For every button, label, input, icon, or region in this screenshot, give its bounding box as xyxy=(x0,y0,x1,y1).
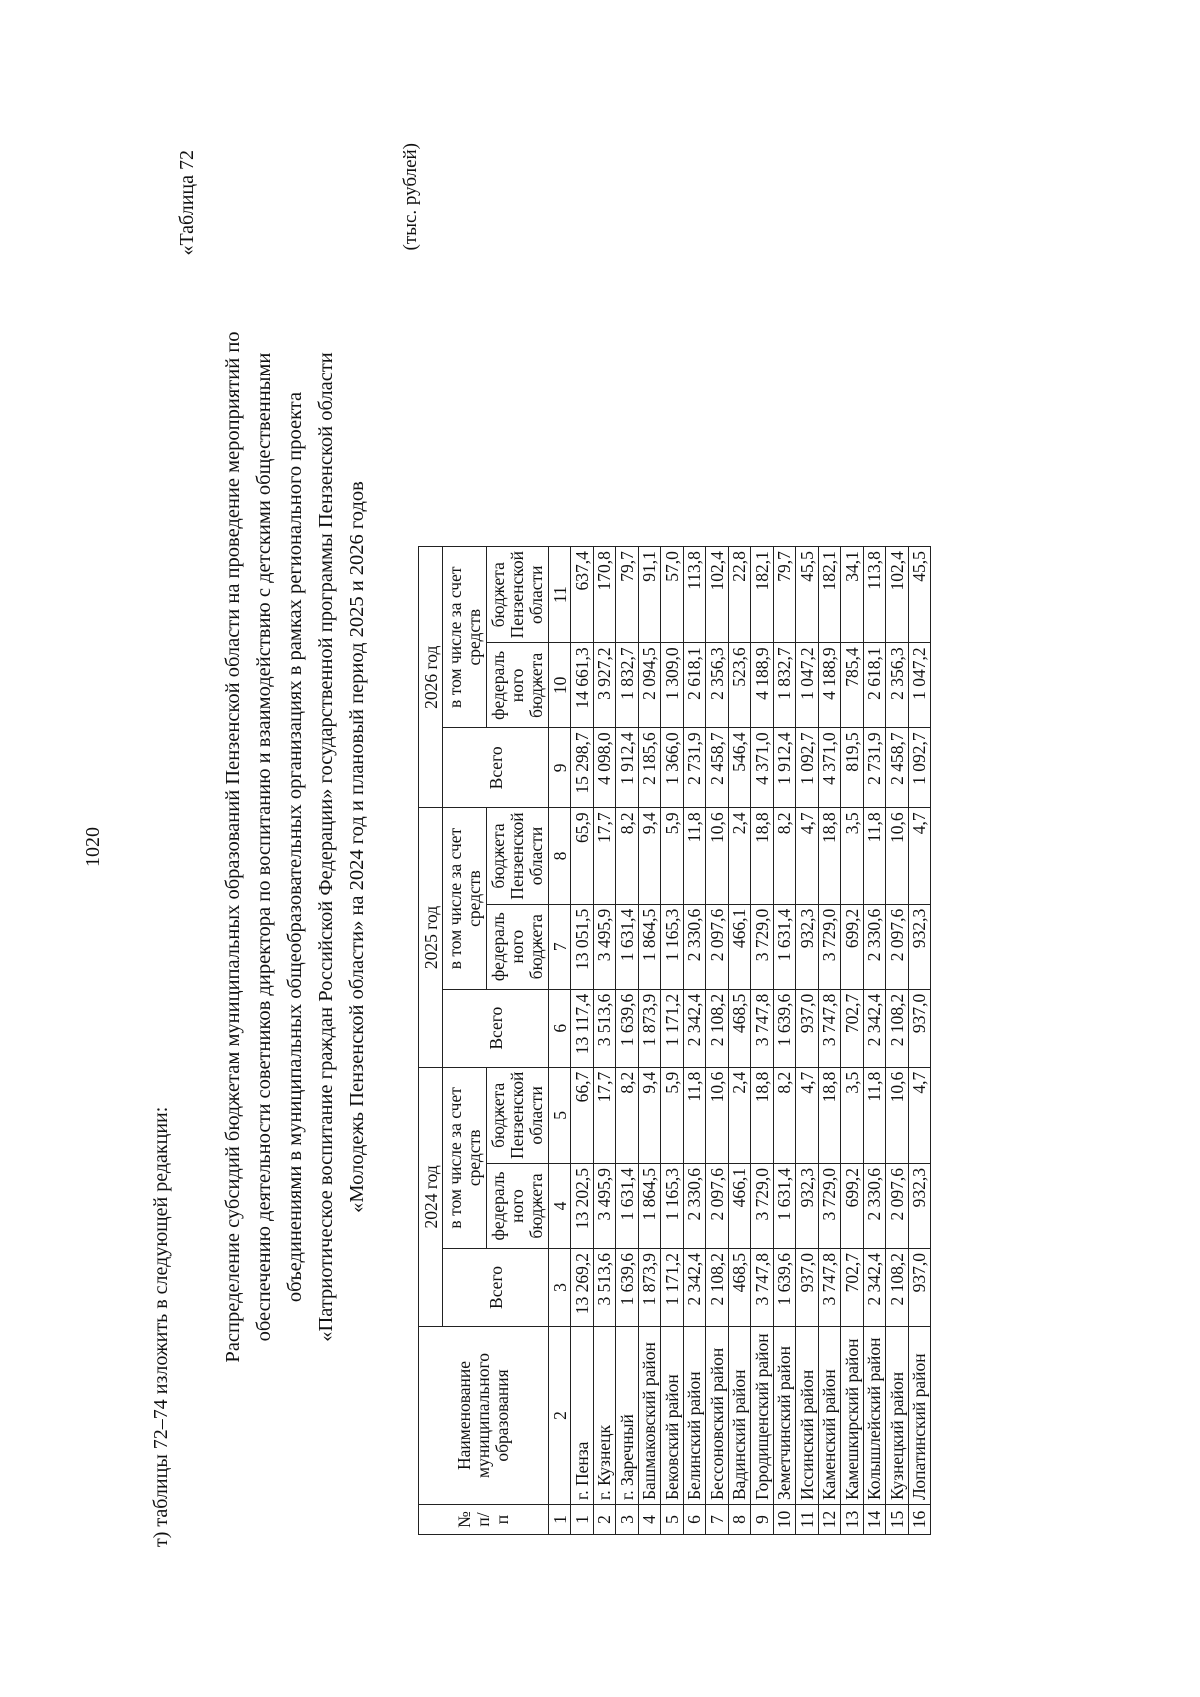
table-title xyxy=(218,177,373,1517)
municipality-name: Камешкирский район xyxy=(841,1327,864,1505)
total-2026: 2 185,6 xyxy=(638,728,661,808)
total-2024: 1 639,6 xyxy=(773,1249,796,1327)
municipality-name: Иссинский район xyxy=(796,1327,819,1505)
federal-2026: 4 188,9 xyxy=(751,643,774,728)
federal-2025: 932,3 xyxy=(796,904,819,989)
federal-2026: 523,6 xyxy=(728,643,751,728)
total-2024: 2 108,2 xyxy=(706,1249,729,1327)
municipality-name: г. Пенза xyxy=(571,1327,594,1505)
col-number: 1 xyxy=(549,1505,571,1535)
title-line: обеспечению деятельности советников директора по воспитанию и взаимодействию с детскими общественными xyxy=(253,352,275,1342)
row-number: 1 xyxy=(571,1505,594,1535)
total-2026: 2 458,7 xyxy=(706,728,729,808)
table-row xyxy=(818,547,841,1535)
federal-2025: 2 097,6 xyxy=(706,904,729,989)
col-number: 2 xyxy=(549,1327,571,1505)
row-number: 4 xyxy=(638,1505,661,1535)
federal-2024: 2 097,6 xyxy=(886,1164,909,1249)
total-2024: 13 269,2 xyxy=(571,1249,594,1327)
col-number: 4 xyxy=(549,1164,571,1249)
page-number: 1020 xyxy=(82,827,104,867)
municipality-name: Каменский район xyxy=(818,1327,841,1505)
regional-2025: 8,2 xyxy=(773,808,796,904)
federal-2025: 3 729,0 xyxy=(818,904,841,989)
header-year-2025: 2025 год xyxy=(419,808,443,1067)
table-row xyxy=(886,547,909,1535)
units-label: (тыс. рублей) xyxy=(400,143,421,251)
total-2025: 1 171,2 xyxy=(661,989,684,1067)
total-2025: 3 747,8 xyxy=(818,989,841,1067)
federal-2024: 3 495,9 xyxy=(593,1164,616,1249)
federal-2025: 1 631,4 xyxy=(773,904,796,989)
total-2024: 937,0 xyxy=(908,1249,931,1327)
federal-2026: 2 356,3 xyxy=(886,643,909,728)
municipality-name: Кузнецкий район xyxy=(886,1327,909,1505)
total-2024: 2 342,4 xyxy=(863,1249,886,1327)
federal-2026: 1 309,0 xyxy=(661,643,684,728)
regional-2026: 182,1 xyxy=(818,547,841,643)
total-2025: 2 342,4 xyxy=(863,989,886,1067)
total-2025: 468,5 xyxy=(728,989,751,1067)
federal-2024: 932,3 xyxy=(796,1164,819,1249)
regional-2026: 170,8 xyxy=(593,547,616,643)
total-2026: 819,5 xyxy=(841,728,864,808)
regional-2026: 113,8 xyxy=(683,547,706,643)
total-2026: 2 731,9 xyxy=(863,728,886,808)
regional-2026: 79,7 xyxy=(616,547,639,643)
total-2026: 2 731,9 xyxy=(683,728,706,808)
federal-2024: 932,3 xyxy=(908,1164,931,1249)
total-2024: 1 873,9 xyxy=(638,1249,661,1327)
total-2024: 702,7 xyxy=(841,1249,864,1327)
total-2025: 937,0 xyxy=(908,989,931,1067)
regional-2025: 18,8 xyxy=(818,808,841,904)
total-2026: 4 371,0 xyxy=(751,728,774,808)
federal-2025: 1 631,4 xyxy=(616,904,639,989)
row-number: 12 xyxy=(818,1505,841,1535)
total-2026: 1 092,7 xyxy=(908,728,931,808)
total-2024: 2 342,4 xyxy=(683,1249,706,1327)
regional-2025: 17,7 xyxy=(593,808,616,904)
header-total: Всего xyxy=(443,989,549,1067)
total-2025: 3 513,6 xyxy=(593,989,616,1067)
municipality-name: Колышлейский район xyxy=(863,1327,886,1505)
regional-2026: 102,4 xyxy=(886,547,909,643)
table-row xyxy=(593,547,616,1535)
header-year-2024: 2024 год xyxy=(419,1067,443,1326)
total-2025: 2 108,2 xyxy=(706,989,729,1067)
federal-2025: 1 864,5 xyxy=(638,904,661,989)
regional-2026: 91,1 xyxy=(638,547,661,643)
regional-2024: 9,4 xyxy=(638,1067,661,1163)
federal-2025: 2 330,6 xyxy=(863,904,886,989)
regional-2024: 17,7 xyxy=(593,1067,616,1163)
table-row xyxy=(571,547,594,1535)
header-federal: федераль ного бюджета xyxy=(487,904,549,989)
federal-2025: 3 729,0 xyxy=(751,904,774,989)
total-2025: 1 639,6 xyxy=(616,989,639,1067)
total-2024: 937,0 xyxy=(796,1249,819,1327)
col-number: 6 xyxy=(549,989,571,1067)
table-row xyxy=(751,547,774,1535)
table-row xyxy=(683,547,706,1535)
table-row xyxy=(863,547,886,1535)
municipality-name: Вадинский район xyxy=(728,1327,751,1505)
table-row xyxy=(616,547,639,1535)
row-number: 11 xyxy=(796,1505,819,1535)
municipality-name: Земетчинский район xyxy=(773,1327,796,1505)
federal-2025: 2 330,6 xyxy=(683,904,706,989)
regional-2024: 11,8 xyxy=(863,1067,886,1163)
col-number: 5 xyxy=(549,1067,571,1163)
header-including: в том числе за счет средств xyxy=(443,547,487,728)
total-2025: 1 639,6 xyxy=(773,989,796,1067)
federal-2026: 1 832,7 xyxy=(773,643,796,728)
total-2026: 4 371,0 xyxy=(818,728,841,808)
federal-2024: 3 729,0 xyxy=(818,1164,841,1249)
regional-2026: 22,8 xyxy=(728,547,751,643)
header-regional: бюджета Пензенской области xyxy=(487,808,549,904)
table-label: «Таблица 72 xyxy=(176,150,198,256)
row-number: 5 xyxy=(661,1505,684,1535)
regional-2024: 8,2 xyxy=(773,1067,796,1163)
regional-2024: 8,2 xyxy=(616,1067,639,1163)
regional-2024: 11,8 xyxy=(683,1067,706,1163)
regional-2026: 45,5 xyxy=(796,547,819,643)
regional-2024: 2,4 xyxy=(728,1067,751,1163)
regional-2026: 34,1 xyxy=(841,547,864,643)
federal-2024: 699,2 xyxy=(841,1164,864,1249)
intro-text: т) таблицы 72–74 изложить в следующей редакции: xyxy=(150,1106,172,1547)
header-including: в том числе за счет средств xyxy=(443,1067,487,1248)
total-2024: 1 639,6 xyxy=(616,1249,639,1327)
col-number: 7 xyxy=(549,904,571,989)
regional-2024: 5,9 xyxy=(661,1067,684,1163)
regional-2025: 5,9 xyxy=(661,808,684,904)
row-number: 3 xyxy=(616,1505,639,1535)
column-number-row xyxy=(549,547,571,1535)
total-2024: 3 513,6 xyxy=(593,1249,616,1327)
total-2024: 1 171,2 xyxy=(661,1249,684,1327)
federal-2026: 2 356,3 xyxy=(706,643,729,728)
regional-2026: 57,0 xyxy=(661,547,684,643)
regional-2024: 66,7 xyxy=(571,1067,594,1163)
total-2025: 13 117,4 xyxy=(571,989,594,1067)
federal-2025: 13 051,5 xyxy=(571,904,594,989)
total-2026: 4 098,0 xyxy=(593,728,616,808)
federal-2024: 1 631,4 xyxy=(773,1164,796,1249)
federal-2026: 3 927,2 xyxy=(593,643,616,728)
header-total: Всего xyxy=(443,728,549,808)
federal-2025: 699,2 xyxy=(841,904,864,989)
table-row xyxy=(796,547,819,1535)
table-row xyxy=(728,547,751,1535)
regional-2024: 10,6 xyxy=(706,1067,729,1163)
regional-2025: 11,8 xyxy=(683,808,706,904)
total-2024: 3 747,8 xyxy=(751,1249,774,1327)
table-row xyxy=(638,547,661,1535)
table-body xyxy=(571,547,931,1535)
regional-2024: 10,6 xyxy=(886,1067,909,1163)
municipality-name: Городищенский район xyxy=(751,1327,774,1505)
federal-2024: 466,1 xyxy=(728,1164,751,1249)
federal-2026: 2 618,1 xyxy=(863,643,886,728)
total-2024: 468,5 xyxy=(728,1249,751,1327)
regional-2025: 10,6 xyxy=(706,808,729,904)
federal-2026: 14 661,3 xyxy=(571,643,594,728)
regional-2026: 113,8 xyxy=(863,547,886,643)
header-federal: федераль ного бюджета xyxy=(487,643,549,728)
federal-2024: 13 202,5 xyxy=(571,1164,594,1249)
total-2025: 937,0 xyxy=(796,989,819,1067)
regional-2025: 4,7 xyxy=(908,808,931,904)
title-line: «Молодежь Пензенской области» на 2024 год и плановый период 2025 и 2026 годов xyxy=(346,481,368,1213)
row-number: 2 xyxy=(593,1505,616,1535)
col-number: 10 xyxy=(549,643,571,728)
total-2026: 15 298,7 xyxy=(571,728,594,808)
row-number: 13 xyxy=(841,1505,864,1535)
row-number: 14 xyxy=(863,1505,886,1535)
regional-2024: 3,5 xyxy=(841,1067,864,1163)
total-2026: 1 366,0 xyxy=(661,728,684,808)
regional-2024: 4,7 xyxy=(796,1067,819,1163)
federal-2026: 1 047,2 xyxy=(908,643,931,728)
total-2024: 2 108,2 xyxy=(886,1249,909,1327)
federal-2026: 1 047,2 xyxy=(796,643,819,728)
total-2026: 546,4 xyxy=(728,728,751,808)
federal-2024: 1 864,5 xyxy=(638,1164,661,1249)
regional-2025: 9,4 xyxy=(638,808,661,904)
header-regional: бюджета Пензенской области xyxy=(487,1067,549,1163)
federal-2024: 2 097,6 xyxy=(706,1164,729,1249)
col-number: 9 xyxy=(549,728,571,808)
federal-2026: 2 618,1 xyxy=(683,643,706,728)
regional-2026: 182,1 xyxy=(751,547,774,643)
total-2025: 702,7 xyxy=(841,989,864,1067)
federal-2026: 1 832,7 xyxy=(616,643,639,728)
municipality-name: Лопатинский район xyxy=(908,1327,931,1505)
header-total: Всего xyxy=(443,1249,549,1327)
municipality-name: г. Кузнецк xyxy=(593,1327,616,1505)
header-regional: бюджета Пензенской области xyxy=(487,547,549,643)
col-number: 3 xyxy=(549,1249,571,1327)
regional-2025: 65,9 xyxy=(571,808,594,904)
total-2026: 1 912,4 xyxy=(773,728,796,808)
header-year-2026: 2026 год xyxy=(419,547,443,808)
total-2026: 1 912,4 xyxy=(616,728,639,808)
regional-2026: 102,4 xyxy=(706,547,729,643)
header-including: в том числе за счет средств xyxy=(443,808,487,989)
table-row xyxy=(661,547,684,1535)
row-number: 9 xyxy=(751,1505,774,1535)
federal-2026: 2 094,5 xyxy=(638,643,661,728)
title-line: объединениями в муниципальных общеобразовательных организациях в рамках регионального проекта xyxy=(284,391,306,1303)
total-2024: 3 747,8 xyxy=(818,1249,841,1327)
regional-2026: 79,7 xyxy=(773,547,796,643)
row-number: 8 xyxy=(728,1505,751,1535)
federal-2025: 2 097,6 xyxy=(886,904,909,989)
regional-2025: 3,5 xyxy=(841,808,864,904)
municipality-name: Бессоновский район xyxy=(706,1327,729,1505)
header-name: Наименование муниципального образования xyxy=(419,1327,549,1505)
total-2025: 3 747,8 xyxy=(751,989,774,1067)
municipality-name: г. Заречный xyxy=(616,1327,639,1505)
municipality-name: Бековский район xyxy=(661,1327,684,1505)
col-number: 11 xyxy=(549,547,571,643)
total-2026: 2 458,7 xyxy=(886,728,909,808)
regional-2026: 637,4 xyxy=(571,547,594,643)
regional-2026: 45,5 xyxy=(908,547,931,643)
col-number: 8 xyxy=(549,808,571,904)
header-federal: федераль ного бюджета xyxy=(487,1164,549,1249)
federal-2024: 1 631,4 xyxy=(616,1164,639,1249)
federal-2025: 1 165,3 xyxy=(661,904,684,989)
row-number: 6 xyxy=(683,1505,706,1535)
municipality-name: Башмаковский район xyxy=(638,1327,661,1505)
subsidy-table xyxy=(418,546,931,1535)
federal-2024: 2 330,6 xyxy=(863,1164,886,1249)
federal-2025: 932,3 xyxy=(908,904,931,989)
table-row xyxy=(706,547,729,1535)
federal-2026: 785,4 xyxy=(841,643,864,728)
row-number: 10 xyxy=(773,1505,796,1535)
regional-2024: 4,7 xyxy=(908,1067,931,1163)
total-2025: 2 108,2 xyxy=(886,989,909,1067)
row-number: 15 xyxy=(886,1505,909,1535)
total-2026: 1 092,7 xyxy=(796,728,819,808)
row-number: 7 xyxy=(706,1505,729,1535)
federal-2026: 4 188,9 xyxy=(818,643,841,728)
regional-2024: 18,8 xyxy=(751,1067,774,1163)
total-2025: 1 873,9 xyxy=(638,989,661,1067)
federal-2024: 1 165,3 xyxy=(661,1164,684,1249)
federal-2024: 3 729,0 xyxy=(751,1164,774,1249)
federal-2024: 2 330,6 xyxy=(683,1164,706,1249)
title-line: «Патриотическое воспитание граждан Российской Федерации» государственной программы Пензенской области xyxy=(315,352,337,1342)
regional-2025: 10,6 xyxy=(886,808,909,904)
municipality-name: Белинский район xyxy=(683,1327,706,1505)
regional-2025: 8,2 xyxy=(616,808,639,904)
regional-2025: 2,4 xyxy=(728,808,751,904)
regional-2025: 4,7 xyxy=(796,808,819,904)
federal-2025: 466,1 xyxy=(728,904,751,989)
table-row xyxy=(841,547,864,1535)
title-line: Распределение субсидий бюджетам муниципальных образований Пензенской области на проведение мероприятий по xyxy=(222,331,244,1363)
table-row xyxy=(908,547,931,1535)
total-2025: 2 342,4 xyxy=(683,989,706,1067)
federal-2025: 3 495,9 xyxy=(593,904,616,989)
row-number: 16 xyxy=(908,1505,931,1535)
table-row xyxy=(773,547,796,1535)
regional-2024: 18,8 xyxy=(818,1067,841,1163)
regional-2025: 11,8 xyxy=(863,808,886,904)
regional-2025: 18,8 xyxy=(751,808,774,904)
header-num: № п/п xyxy=(419,1505,549,1535)
